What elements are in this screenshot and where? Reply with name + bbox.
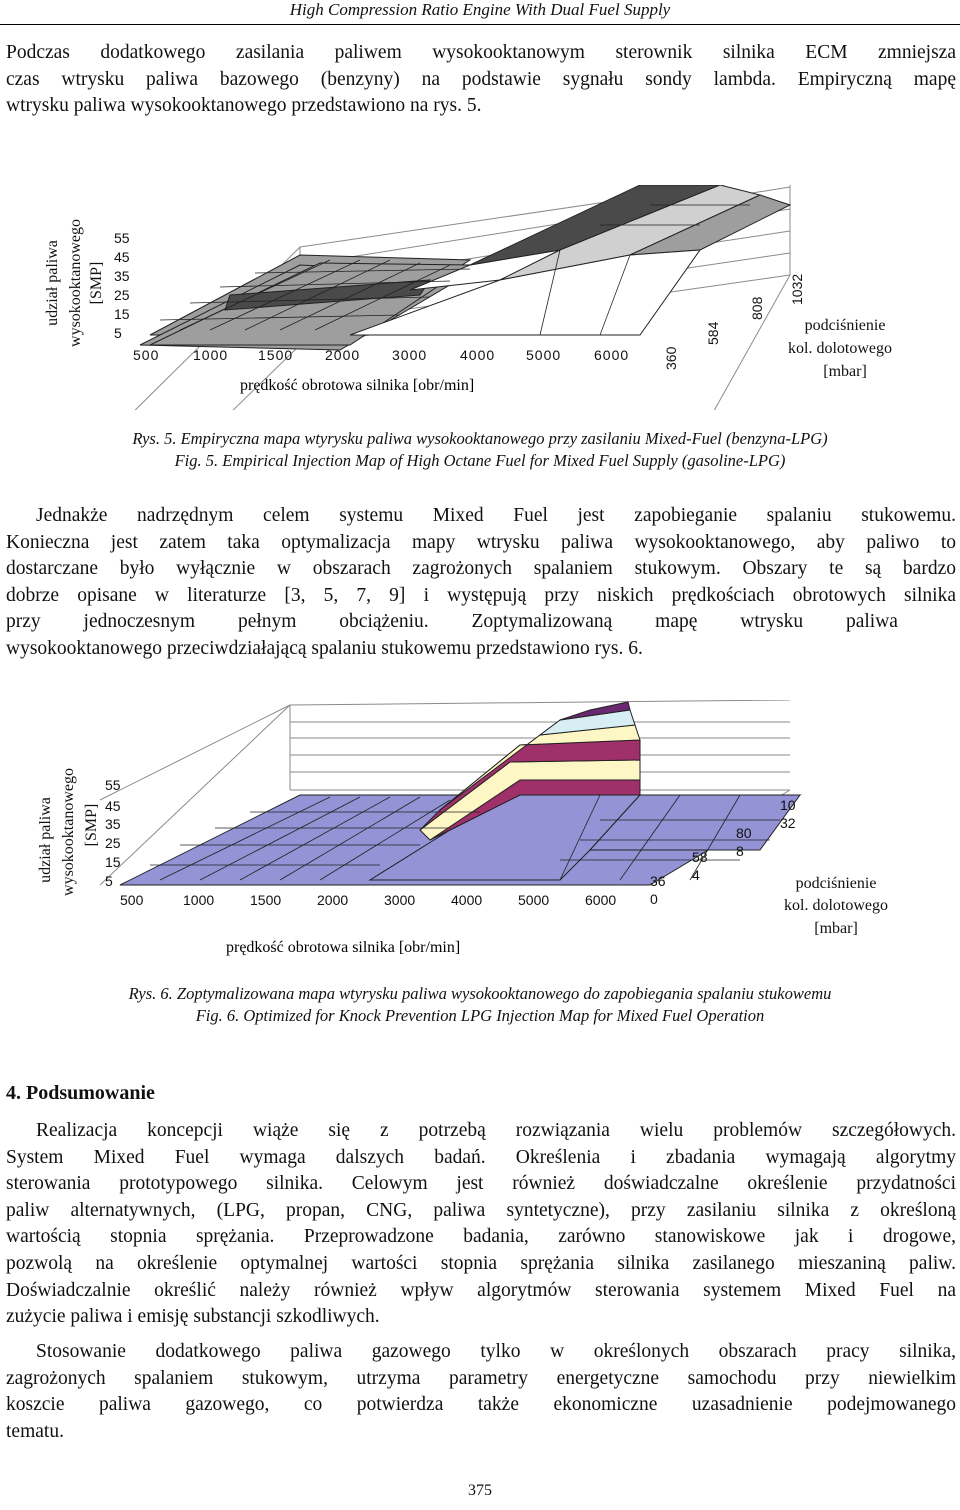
y-tick: 80 — [736, 825, 752, 841]
text-line: wysokooktanowego przeciwdziałającą spalaniu stukowemu przedstawiono rys. 6. — [6, 637, 643, 659]
y-axis-label-line: kol. dolotowego — [788, 340, 892, 357]
caption-pl: Rys. 6. Zoptymalizowana mapa wtyrysku paliwa wysokooktanowego do zapobiegania spalaniu stukowemu — [128, 984, 832, 1003]
summary-paragraph-1 — [6, 1118, 956, 1331]
figure6-surface-chart — [0, 700, 960, 965]
x-tick: 500 — [133, 347, 160, 363]
text-line: Stosowanie dodatkowego paliwa gazowego tylko w określonych obszarach pracy silnika, — [36, 1341, 956, 1362]
z-tick: 25 — [105, 835, 121, 851]
y-axis-label-line: podciśnienie — [795, 875, 877, 892]
text-line: Jednakże nadrzędnym celem systemu Mixed Fuel jest zapobieganie spalaniu stukowemu. — [36, 505, 956, 526]
y-tick: 36 — [650, 873, 666, 889]
text-line: Realizacja koncepcji wiąże się z potrzebą rozwiązania wielu problemów szczegółowych. — [36, 1120, 956, 1141]
z-tick: 15 — [114, 306, 130, 322]
x-tick: 1500 — [258, 347, 294, 363]
text-line: System Mixed Fuel wymaga dalszych badań. Określenia i zbadania wymagają algorytmy — [6, 1146, 956, 1168]
intro-paragraph — [6, 40, 956, 120]
x-tick: 2000 — [325, 347, 361, 363]
y-tick: 8 — [736, 843, 744, 859]
text-line: tematu. — [6, 1420, 64, 1442]
y-tick: 58 — [692, 849, 708, 865]
z-axis-label-line: wysokooktanowego — [60, 768, 77, 896]
z-tick: 45 — [105, 798, 121, 814]
z-tick: 5 — [114, 325, 122, 341]
text-line: przy jednoczesnym pełnym obciążeniu. Zoptymalizowaną mapę wtrysku paliwa — [6, 611, 898, 633]
text-line: zagrożonych spalaniem stukowym, utrzyma parametry energetyczne samochodu przy niewielkim — [6, 1367, 956, 1389]
text-line: koszcie paliwa gazowego, co potwierdza także ekonomiczne uzasadnienie podejmowanego — [6, 1394, 956, 1416]
text-line: zużycie paliwa i emisję substancji szkodliwych. — [6, 1306, 380, 1328]
y-axis-label-line: podciśnienie — [804, 317, 886, 334]
y-tick: 1032 — [789, 273, 805, 305]
x-tick: 1000 — [193, 347, 229, 363]
y-tick: 808 — [749, 296, 765, 320]
x-tick: 4000 — [451, 892, 483, 908]
y-tick: 32 — [780, 815, 796, 831]
text-line: wartością stopnia sprężania. Przeprowadzone badania, zarówno stanowiskowe jak i drogowe, — [6, 1226, 956, 1248]
figure5-caption — [0, 428, 960, 472]
z-axis-label-line: udział paliwa — [44, 240, 61, 326]
caption-en: Fig. 5. Empirical Injection Map of High Octane Fuel for Mixed Fuel Supply (gasoline-LPG) — [174, 451, 786, 470]
text-line: wtrysku paliwa wysokooktanowego przedstawiono na rys. 5. — [6, 95, 482, 117]
z-tick: 35 — [105, 816, 121, 832]
y-axis-label-line: [mbar] — [823, 363, 867, 380]
figure5-surface-chart — [0, 185, 960, 410]
z-tick: 25 — [114, 287, 130, 303]
text-line: Doświadczalnie określić należy również wpływ algorytmów sterowania systemem Mixed Fuel na — [6, 1279, 956, 1301]
z-tick: 55 — [105, 777, 121, 793]
text-line: Konieczna jest zatem taka optymalizacja mapy wtrysku paliwa wysokooktanowego, aby paliwo to — [6, 531, 956, 553]
x-tick: 3000 — [384, 892, 416, 908]
y-tick: 10 — [780, 797, 796, 813]
section-title: 4. Podsumowanie — [6, 1082, 155, 1104]
y-axis-label-line: kol. dolotowego — [784, 897, 888, 914]
z-tick: 55 — [114, 230, 130, 246]
x-tick: 6000 — [594, 347, 630, 363]
text-line: paliw alternatywnych, (LPG, propan, CNG, paliwa syntetyczne), przy zasilaniu silnika z określoną — [6, 1199, 956, 1221]
text-line: pozwolą na określenie optymalnej wartości stopnia sprężania silnika zasilanego mieszaniną paliw. — [6, 1252, 956, 1274]
z-axis-label-line: [SMP] — [83, 803, 100, 847]
x-tick: 6000 — [585, 892, 617, 908]
summary-paragraph-2 — [6, 1339, 956, 1445]
figure6-caption — [0, 983, 960, 1027]
y-tick: 584 — [705, 321, 721, 345]
text-line: Podczas dodatkowego zasilania paliwem wysokooktanowym sterownik silnika ECM zmniejsza — [6, 42, 956, 63]
x-tick: 2000 — [317, 892, 349, 908]
header-rule — [0, 24, 960, 25]
text-line: czas wtrysku paliwa bazowego (benzyny) na podstawie sygnału sondy lambda. Empiryczną mapę — [6, 68, 956, 90]
z-axis-label-line: [SMP] — [88, 261, 105, 305]
z-axis-label-line: udział paliwa — [37, 797, 54, 883]
running-header: High Compression Ratio Engine With Dual Fuel Supply — [289, 0, 671, 19]
z-tick: 15 — [105, 854, 121, 870]
caption-en: Fig. 6. Optimized for Knock Prevention LPG Injection Map for Mixed Fuel Operation — [195, 1006, 765, 1025]
text-line: dostarczane było wyłącznie w obszarach zagrożonych spalaniem stukowym. Obszary te są bardzo — [6, 558, 956, 580]
x-tick: 5000 — [518, 892, 550, 908]
caption-pl: Rys. 5. Empiryczna mapa wtyrysku paliwa wysokooktanowego przy zasilaniu Mixed-Fuel (benzyna-LPG) — [132, 429, 828, 448]
z-axis-label-line: wysokooktanowego — [67, 219, 84, 347]
z-tick: 5 — [105, 873, 113, 889]
text-line: sterowania prototypowego silnika. Celowym jest również doświadczalne określenie przydatności — [6, 1173, 956, 1195]
y-tick: 0 — [650, 891, 658, 907]
middle-paragraph — [6, 503, 956, 663]
x-axis-label: prędkość obrotowa silnika [obr/min] — [226, 939, 461, 956]
y-tick: 4 — [692, 867, 700, 883]
x-tick: 1000 — [183, 892, 215, 908]
text-line: dobrze opisane w literaturze [3, 5, 7, 9] i występują przy niskich prędkościach obrotowych silnika — [6, 584, 956, 606]
z-tick: 35 — [114, 268, 130, 284]
y-axis-label-line: [mbar] — [814, 920, 858, 937]
x-tick: 3000 — [392, 347, 428, 363]
x-tick: 5000 — [526, 347, 562, 363]
x-tick: 500 — [120, 892, 144, 908]
x-axis-label: prędkość obrotowa silnika [obr/min] — [240, 377, 475, 394]
z-tick: 45 — [114, 249, 130, 265]
page-number: 375 — [468, 1482, 492, 1499]
x-tick: 4000 — [460, 347, 496, 363]
y-tick: 360 — [663, 346, 679, 370]
x-tick: 1500 — [250, 892, 282, 908]
